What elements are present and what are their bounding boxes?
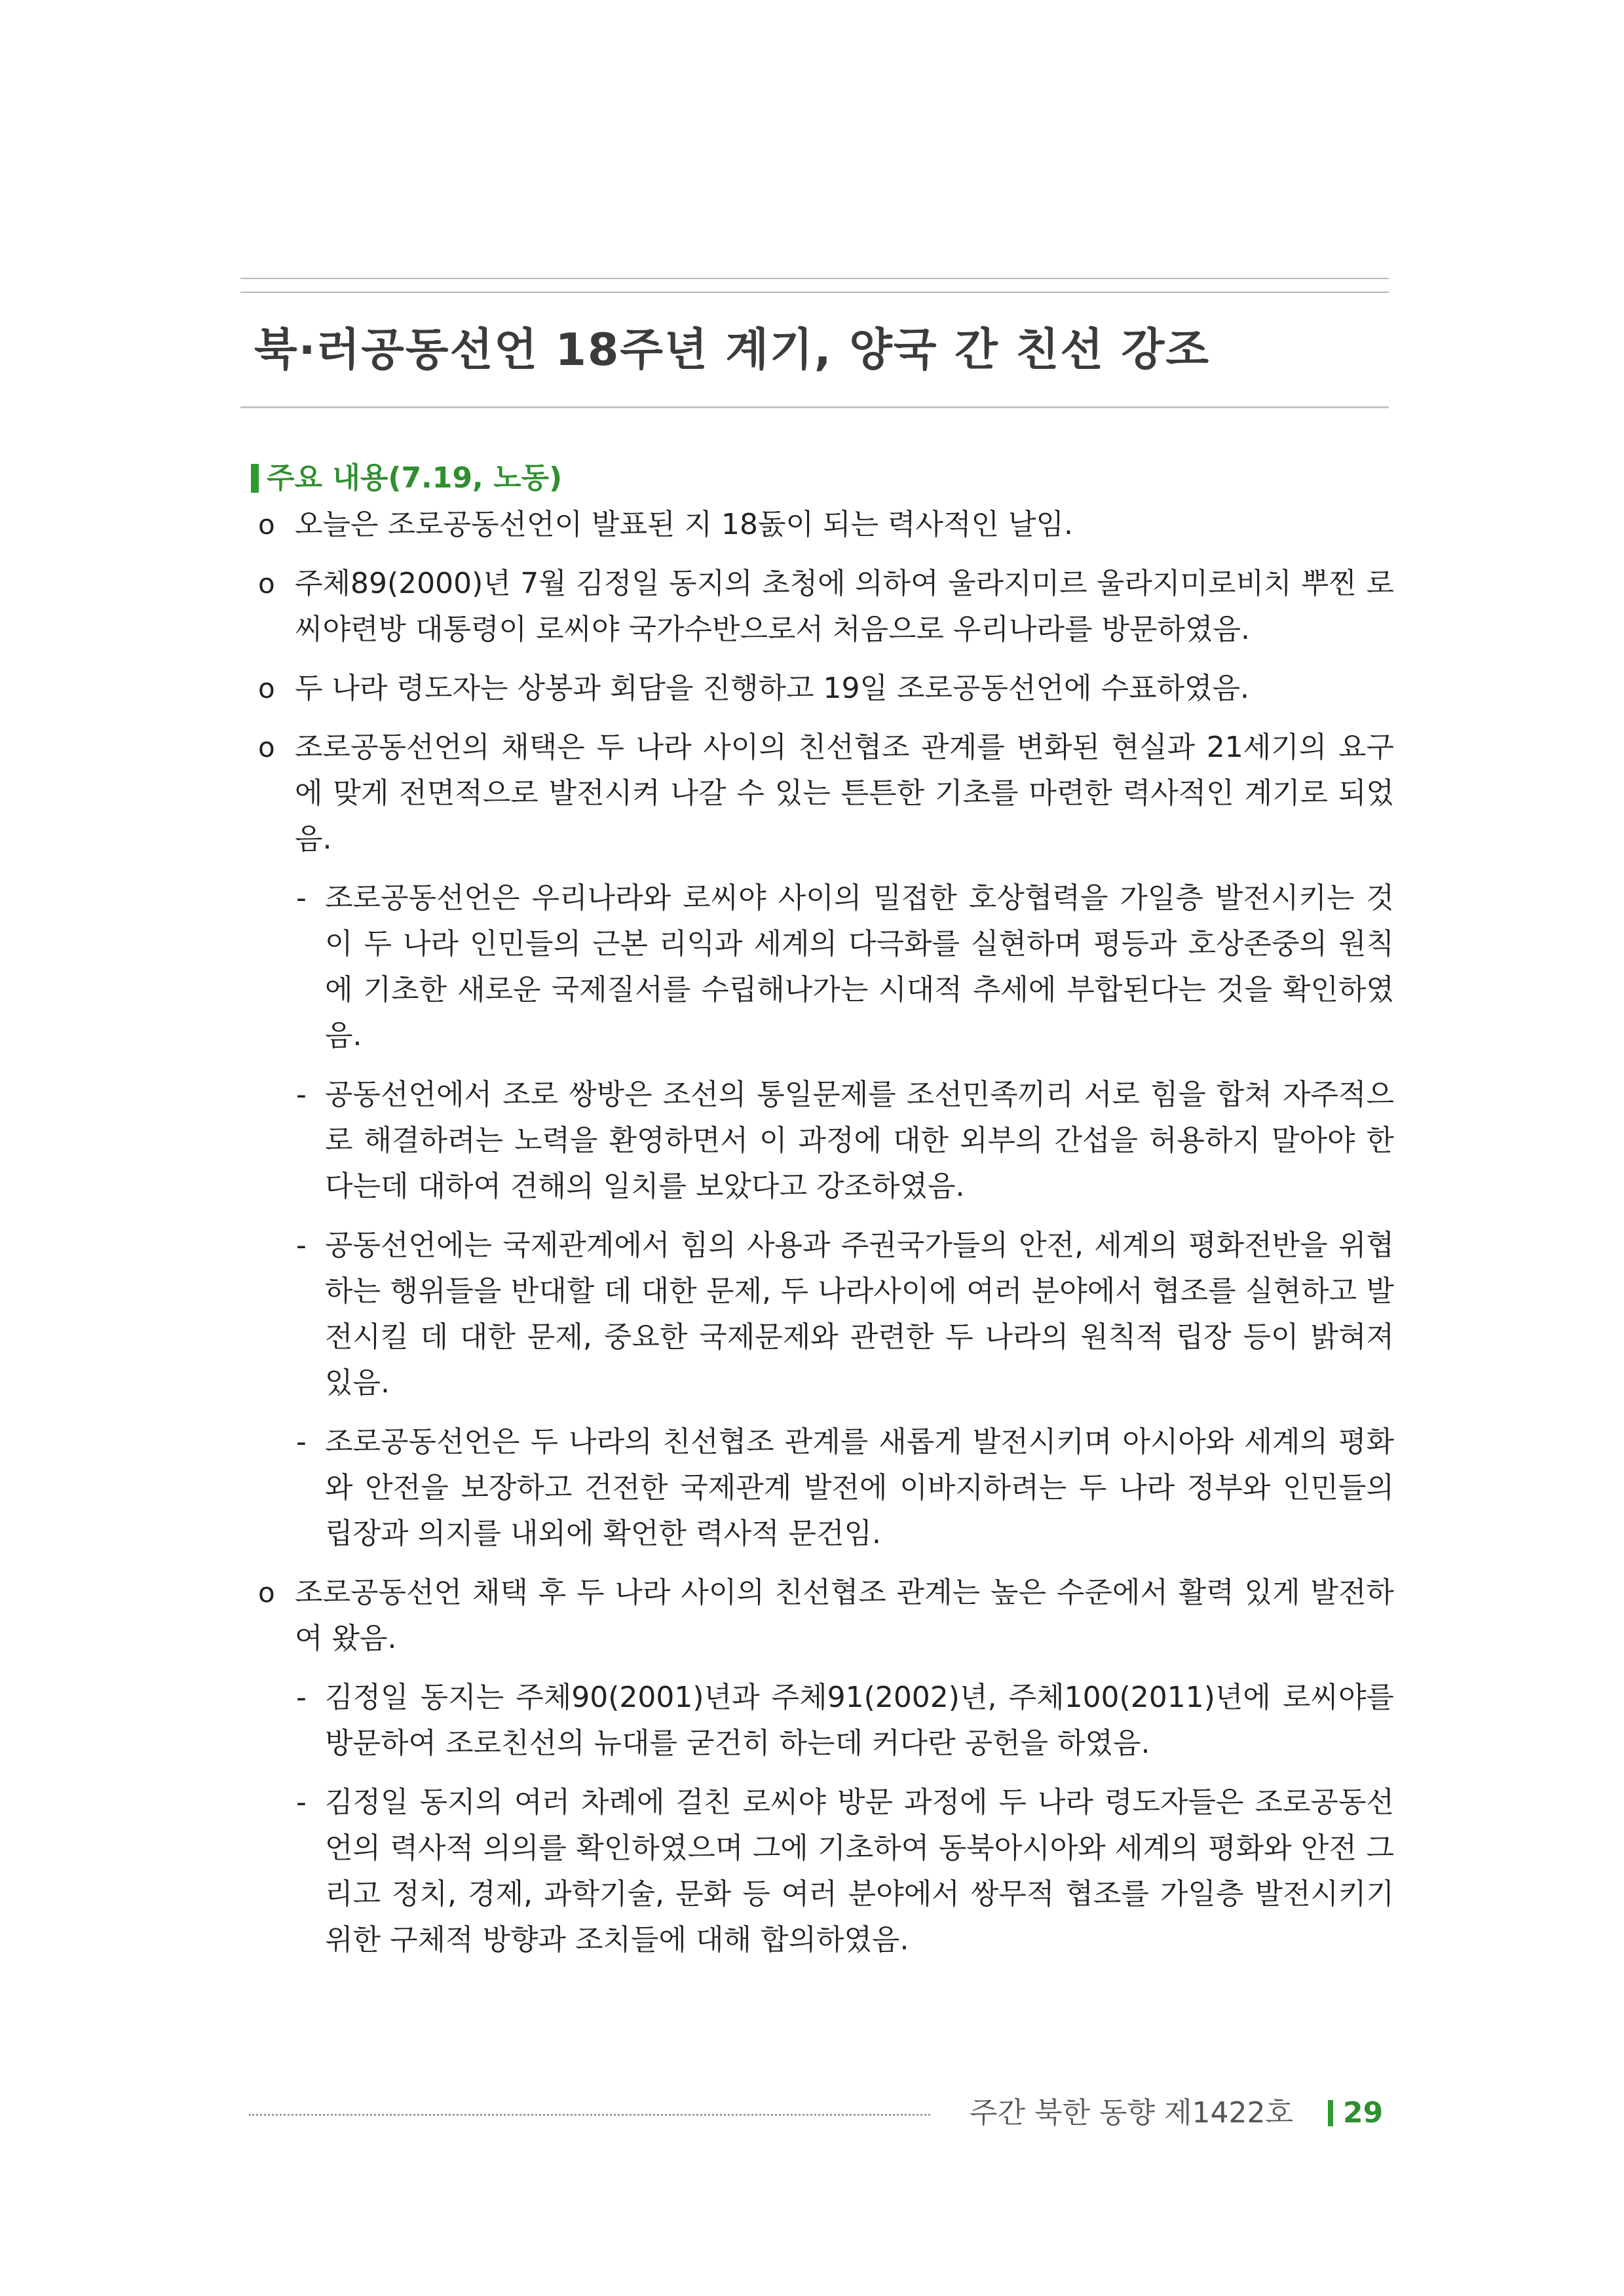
bullet-item (255, 561, 1394, 653)
bullet-text: 오늘은 조로공동선언이 발표된 지 18돐이 되는 력사적인 날임. (295, 508, 1073, 541)
bullet-marker: o (258, 567, 275, 600)
sub-item (296, 1780, 1394, 1963)
sub-text: 공동선언에서 조로 쌍방은 조선의 통일문제를 조선민족끼리 서로 힘을 합쳐 자주적으로 해결하려는 노력을 환영하면서 이 과정에 대한 외부의 간섭을 허용하지 말아야 한다는데 대하여 견해의 일치를 보았다고 강조하였음. (325, 1078, 1394, 1203)
bullet-item (255, 502, 1394, 548)
header-rule-second (240, 292, 1389, 293)
title-underline (240, 406, 1389, 408)
section-marker-icon (251, 464, 259, 493)
bullet-marker: o (258, 1577, 275, 1609)
footer-publication: 주간 북한 동향 제1422호 (970, 2096, 1293, 2130)
page-number: 29 (1343, 2096, 1384, 2130)
bullet-text: 두 나라 령도자는 상봉과 회담을 진행하고 19일 조로공동선언에 수표하였음. (295, 672, 1249, 705)
bullet-marker: o (258, 731, 275, 763)
footer-marker-icon (1328, 2100, 1333, 2126)
bullet-text: 주체89(2000)년 7월 김정일 동지의 초청에 의하여 울라지미르 울라지미로비치 뿌찐 로씨야련방 대통령이 로씨야 국가수반으로서 처음으로 우리나라를 방문하였음. (295, 567, 1394, 646)
sub-item (296, 1072, 1394, 1210)
footer-dotted-rule (249, 2114, 930, 2116)
sub-item (296, 1419, 1394, 1557)
sub-text: 공동선언에는 국제관계에서 힘의 사용과 주권국가들의 안전, 세계의 평화전반을 위협하는 행위들을 반대할 데 대한 문제, 두 나라사이에 여러 분야에서 협조를 실현하고 발전시킬 데 대한 문제, 중요한 국제문제와 관련한 두 나라의 원칙적 립장 등이 밝혀져 있음. (325, 1229, 1394, 1400)
bullet-text: 조로공동선언 채택 후 두 나라 사이의 친선협조 관계는 높은 수준에서 활력 있게 발전하여 왔음. (295, 1576, 1394, 1655)
sub-marker: - (296, 1229, 307, 1262)
bullet-marker: o (258, 508, 275, 541)
sub-text: 조로공동선언은 두 나라의 친선협조 관계를 새롭게 발전시키며 아시아와 세계의 평화와 안전을 보장하고 건전한 국제관계 발전에 이바지하려는 두 나라 정부와 인민들의 립장과 의지를 내외에 확언한 력사적 문건임. (325, 1425, 1394, 1550)
sub-marker: - (296, 1078, 307, 1111)
bullet-item (255, 1570, 1394, 1662)
body-content (255, 502, 1394, 1976)
sub-item (296, 1223, 1394, 1406)
sub-marker: - (296, 881, 307, 915)
bullet-item (255, 666, 1394, 712)
bullet-marker: o (258, 672, 275, 704)
sub-text: 김정일 동지의 여러 차례에 걸친 로씨야 방문 과정에 두 나라 령도자들은 조로공동선언의 력사적 의의를 확인하였으며 그에 기초하여 동북아시아와 세계의 평화와 안전 그리고 정치, 경제, 과학기술, 문화 등 여러 분야에서 쌍무적 협조를 가일층 발전시키기 위한 구체적 방향과 조치들에 대해 합의하였음. (325, 1786, 1395, 1957)
section-label: 주요 내용(7.19, 노동) (267, 461, 563, 495)
sub-text: 조로공동선언은 우리나라와 로씨야 사이의 밀접한 호상협력을 가일층 발전시키는 것이 두 나라 인민들의 근본 리익과 세계의 다극화를 실현하며 평등과 호상존중의 원칙에 기초한 새로운 국제질서를 수립해나가는 시대적 추세에 부합된다는 것을 확인하였음. (325, 881, 1394, 1052)
section-heading (251, 455, 562, 501)
bullet-text: 조로공동선언의 채택은 두 나라 사이의 친선협조 관계를 변화된 현실과 21세기의 요구에 맞게 전면적으로 발전시켜 나갈 수 있는 튼튼한 기초를 마련한 력사적인 계기로 되었음. (295, 731, 1394, 856)
header-rule-top (240, 278, 1389, 279)
page-title: 북·러공동선언 18주년 계기, 양국 간 친선 강조 (254, 324, 1211, 376)
sub-marker: - (296, 1425, 307, 1459)
sub-marker: - (296, 1786, 307, 1819)
sub-marker: - (296, 1681, 307, 1714)
sub-item (296, 875, 1394, 1059)
sub-text: 김정일 동지는 주체90(2001)년과 주체91(2002)년, 주체100(2011)년에 로씨야를 방문하여 조로친선의 뉴대를 굳건히 하는데 커다란 공헌을 하였음. (325, 1681, 1394, 1760)
bullet-item (255, 725, 1394, 862)
sub-item (296, 1675, 1394, 1767)
